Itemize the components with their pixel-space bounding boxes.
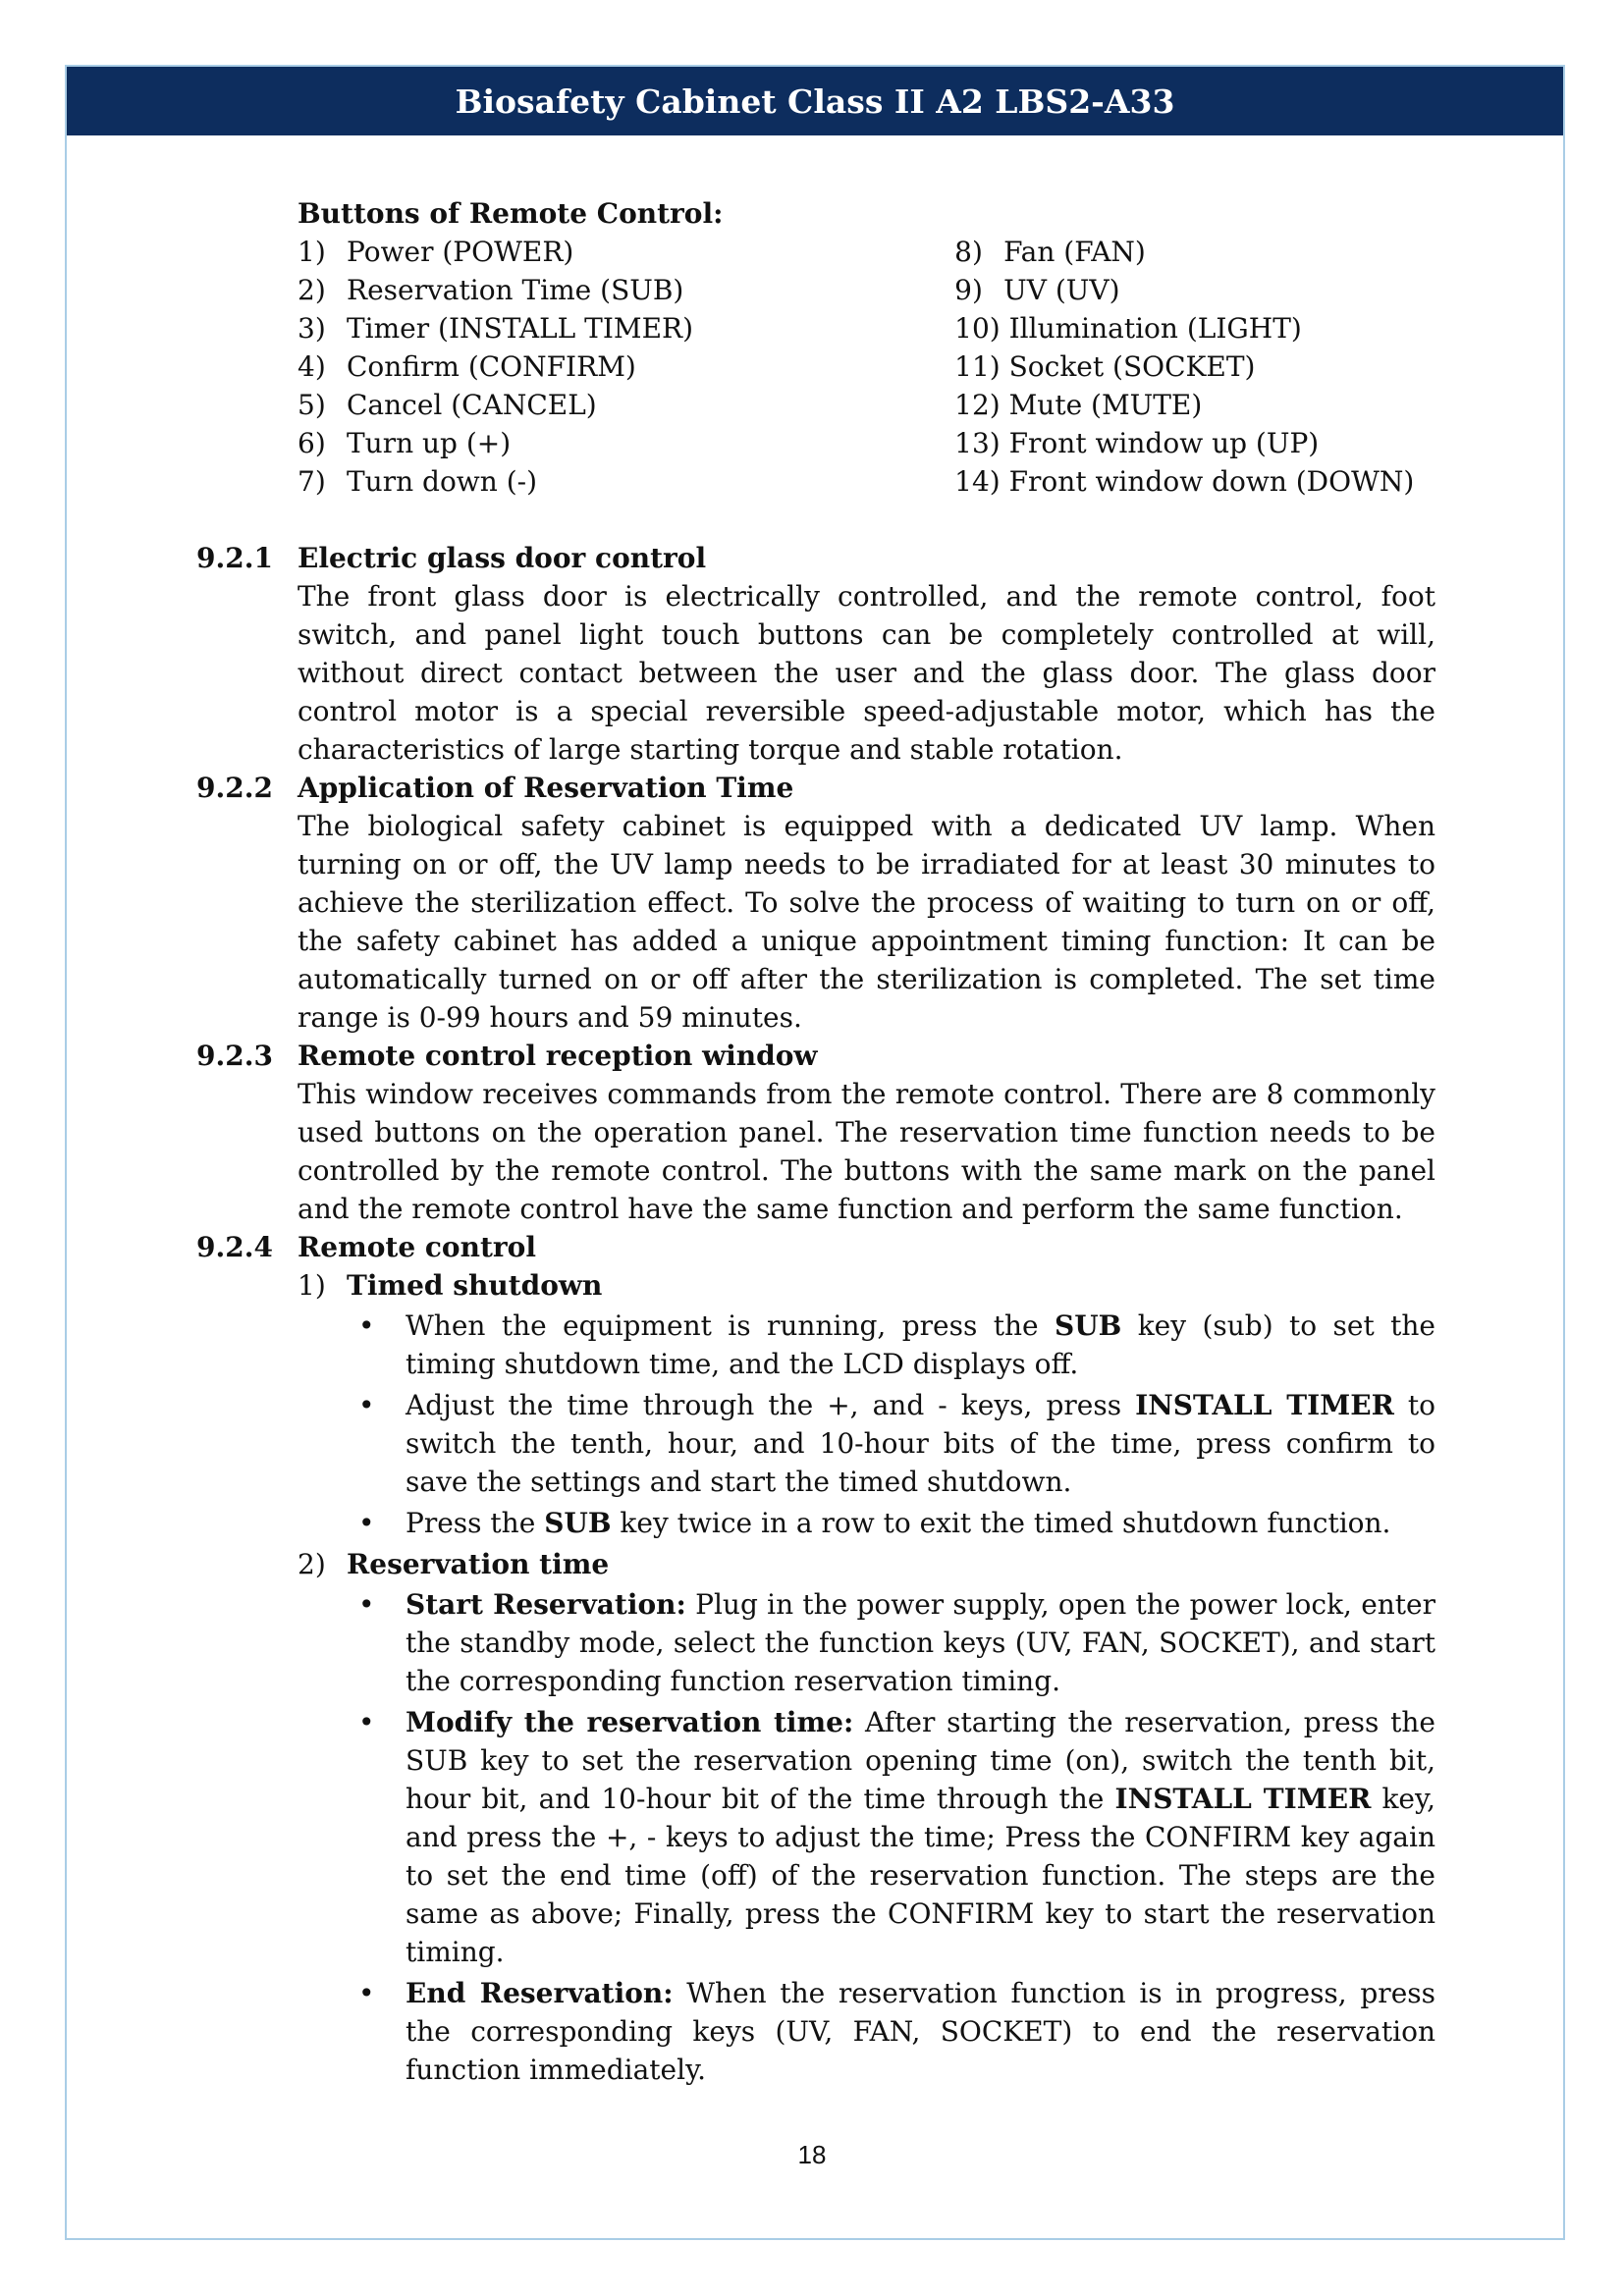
item-text: UV (UV)	[1003, 274, 1120, 306]
bullet-icon: •	[358, 1588, 375, 1621]
item-number: 12)	[954, 389, 1001, 421]
item-number: 1)	[298, 236, 326, 268]
item-number: 4)	[298, 350, 326, 383]
section-number: 9.2.1	[196, 542, 273, 574]
subsection-number: 1)	[298, 1269, 326, 1302]
list-item	[298, 462, 954, 501]
bullet-icon: •	[358, 1706, 375, 1738]
item-number: 5)	[298, 389, 326, 421]
bullet-icon: •	[358, 1389, 375, 1421]
list-item	[298, 233, 954, 271]
buttons-list-left	[298, 233, 954, 501]
page-header	[67, 67, 1563, 135]
buttons-list-title: Buttons of Remote Control:	[298, 197, 724, 230]
item-text: Reservation Time (SUB)	[347, 274, 684, 306]
list-item: • Adjust the time through the +, and - keys, press INSTALL TIMER to switch the tenth, hour, and 10-hour bits of the time, press confirm to save the settings and start the timed shutdown.	[347, 1386, 1435, 1501]
list-item	[954, 386, 1435, 424]
buttons-list-right	[954, 233, 1435, 501]
section-9-2-1	[196, 539, 1435, 769]
list-item	[298, 309, 954, 347]
list-item	[954, 271, 1435, 309]
list-item: • End Reservation: When the reservation function is in progress, press the corresponding keys (UV, FAN, SOCKET) to end the reservation function immediately.	[347, 1974, 1435, 2089]
buttons-list	[298, 233, 1435, 501]
item-text: Illumination (LIGHT)	[1008, 312, 1302, 345]
list-item	[298, 424, 954, 462]
list-item: • Press the SUB key twice in a row to exit the timed shutdown function.	[347, 1504, 1435, 1542]
list-item: • Start Reservation: Plug in the power supply, open the power lock, enter the standby mode, select the function keys (UV, FAN, SOCKET), and start the corresponding function reservation timing.	[347, 1585, 1435, 1700]
list-item	[298, 386, 954, 424]
bullet-list	[347, 1307, 1435, 1542]
item-text: Turn up (+)	[347, 427, 512, 459]
section-heading: Remote control reception window	[298, 1040, 818, 1072]
page-content	[196, 194, 1435, 2092]
item-text: Confirm (CONFIRM)	[347, 350, 636, 383]
section-heading: Electric glass door control	[298, 542, 707, 574]
section-number: 9.2.4	[196, 1231, 273, 1263]
item-number: 11)	[954, 350, 1001, 383]
page-number: 18	[797, 2140, 827, 2169]
subsection-reservation-time	[298, 1545, 1435, 1583]
subsection-number: 2)	[298, 1548, 326, 1580]
subsection-timed-shutdown	[298, 1266, 1435, 1305]
list-item	[298, 271, 954, 309]
item-text: Turn down (-)	[347, 465, 538, 498]
bullet-icon: •	[358, 1977, 375, 2009]
subsection-heading: Timed shutdown	[347, 1269, 603, 1302]
section-number: 9.2.2	[196, 772, 273, 804]
section-9-2-4	[196, 1228, 1435, 2092]
list-item	[954, 309, 1435, 347]
item-text: Power (POWER)	[347, 236, 574, 268]
section-9-2-3	[196, 1037, 1435, 1228]
section-paragraph: The biological safety cabinet is equipped with a dedicated UV lamp. When turning on or off, the UV lamp needs to be irradiated for at least 30 minutes to achieve the sterilization effect. To solve the process of waiting to turn on or off, the safety cabinet has added a unique appointment timing function: It can be automatically turned on or off after the sterilization is completed. The set time range is 0-99 hours and 59 minutes.	[298, 810, 1435, 1034]
list-item	[954, 424, 1435, 462]
item-number: 14)	[954, 465, 1001, 498]
item-text: Mute (MUTE)	[1008, 389, 1203, 421]
item-number: 3)	[298, 312, 326, 345]
list-item: • Modify the reservation time: After starting the reservation, press the SUB key to set the reservation opening time (on), switch the tenth bit, hour bit, and 10-hour bit of the time through the INSTALL TIMER key, and press the +, - keys to adjust the time; Press the CONFIRM key again to set the end time (off) of the reservation function. The steps are the same as above; Finally, press the CONFIRM key to start the reservation timing.	[347, 1703, 1435, 1971]
bullet-icon: •	[358, 1309, 375, 1342]
section-heading: Remote control	[298, 1231, 536, 1263]
list-item	[954, 462, 1435, 501]
list-item: • When the equipment is running, press the SUB key (sub) to set the timing shutdown time, and the LCD displays off.	[347, 1307, 1435, 1383]
item-text: Timer (INSTALL TIMER)	[347, 312, 694, 345]
list-item	[954, 347, 1435, 386]
list-item	[298, 347, 954, 386]
item-number: 10)	[954, 312, 1001, 345]
item-number: 8)	[954, 236, 983, 268]
section-heading: Application of Reservation Time	[298, 772, 794, 804]
item-number: 7)	[298, 465, 326, 498]
item-text: Fan (FAN)	[1003, 236, 1146, 268]
section-paragraph: The front glass door is electrically controlled, and the remote control, foot switch, and panel light touch buttons can be completely controlled at will, without direct contact between the user and the glass door. The glass door control motor is a special reversible speed-adjustable motor, which has the characteristics of large starting torque and stable rotation.	[298, 580, 1435, 766]
item-number: 13)	[954, 427, 1001, 459]
item-text: Cancel (CANCEL)	[347, 389, 597, 421]
item-text: Front window down (DOWN)	[1008, 465, 1415, 498]
item-number: 6)	[298, 427, 326, 459]
subsection-heading: Reservation time	[347, 1548, 610, 1580]
item-text: Socket (SOCKET)	[1008, 350, 1256, 383]
section-number: 9.2.3	[196, 1040, 273, 1072]
section-paragraph: This window receives commands from the remote control. There are 8 commonly used buttons on the operation panel. The reservation time function needs to be controlled by the remote control. The buttons with the same mark on the panel and the remote control have the same function and perform the same function.	[298, 1078, 1435, 1225]
bullet-icon: •	[358, 1507, 375, 1539]
list-item	[954, 233, 1435, 271]
item-text: Front window up (UP)	[1008, 427, 1320, 459]
header-title: Biosafety Cabinet Class II A2 LBS2-A33	[455, 81, 1175, 121]
item-number: 2)	[298, 274, 326, 306]
item-number: 9)	[954, 274, 983, 306]
section-9-2-2	[196, 769, 1435, 1037]
bullet-list	[347, 1585, 1435, 2089]
